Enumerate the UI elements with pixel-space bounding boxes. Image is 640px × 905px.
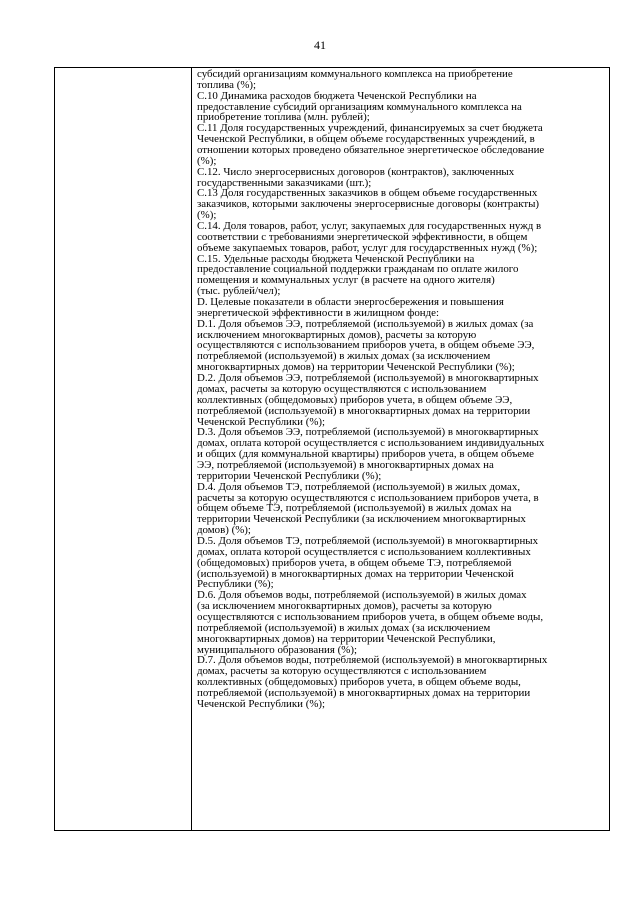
text-line: (используемой) в многоквартирных домах на территории Чеченской [197,567,514,580]
text-line: приобретение топлива (млн. рублей); [197,111,370,124]
text-line: C.15. Удельные расходы бюджета Чеченской Республики на [197,252,475,265]
text-line: расчеты за которую осуществляются с использованием приборов учета, в [197,491,539,504]
text-line: D.5. Доля объемов ТЭ, потребляемой (используемой) в многоквартирных [197,534,539,547]
text-line: C.13 Доля государственных заказчиков в общем объеме государственных [197,187,538,200]
text-line: D.1. Доля объемов ЭЭ, потребляемой (используемой) в жилых домах (за [197,317,534,330]
text-line: осуществляются с использованием приборов учета, в общем объеме ЭЭ, [197,339,535,352]
text-line: (за исключением многоквартирных домов), расчеты за которую [197,600,492,613]
text-line: коллективных (общедомовых) приборов учета, в общем объеме ЭЭ, [197,393,513,406]
text-line: территории Чеченской Республики (%); [197,469,382,482]
text-line: предоставление социальной поддержки гражданам по оплате жилого [197,263,519,276]
text-line: потребляемой (используемой) в жилых домах (за исключением [197,621,491,634]
text-line: многоквартирных домов) на территории Чеченской Республики, [197,632,496,645]
text-line: ЭЭ, потребляемой (используемой) в многоквартирных домах на [197,458,494,471]
table-left-column [55,68,192,830]
text-line: D. Целевые показатели в области энергосбережения и повышения [197,296,504,309]
text-line: домах, расчеты за которую осуществляются с использованием [197,382,487,395]
text-line: Чеченской Республики (%); [197,697,326,710]
text-line: предоставление субсидий организациям коммунального комплекса на [197,100,522,113]
text-line: C.11 Доля государственных учреждений, финансируемых за счет бюджета [197,122,543,135]
text-line: осуществляются с использованием приборов учета, в общем объеме воды, [197,610,544,623]
text-line: домах, оплата которой осуществляется с использованием коллективных [197,545,531,558]
text-line: государственными заказчиками (шт.); [197,176,372,189]
page-number: 41 [314,38,326,52]
text-line: заказчиков, которыми заключены энергосервисные договоры (контракты) [197,198,540,211]
text-line: Чеченской Республики (%); [197,415,326,428]
text-line: потребляемой (используемой) в жилых домах (за исключением [197,350,491,363]
text-line: D.4. Доля объемов ТЭ, потребляемой (используемой) в жилых домах, [197,480,521,493]
text-line: топлива (%); [197,78,257,91]
text-line: потребляемой (используемой) в многоквартирных домах на территории [197,404,531,417]
text-line: (%); [197,209,217,222]
text-line: коллективных (общедомовых) приборов учета, в общем объеме воды, [197,676,521,689]
text-line: Республики (%); [197,578,274,591]
text-line: D.7. Доля объемов воды, потребляемой (используемой) в многоквартирных [197,654,548,667]
text-line: территории Чеченской Республики (за исключением многоквартирных [197,513,526,526]
text-line: объеме закупаемых товаров, работ, услуг для государственных нужд (%); [197,241,538,254]
text-line: муниципального образования (%); [197,643,357,656]
text-line: D.2. Доля объемов ЭЭ, потребляемой (используемой) в многоквартирных [197,372,539,385]
text-line: отношении которых проведено обязательное энергетическое обследование [197,144,545,157]
text-line: домах, оплата которой осуществляется с использованием индивидуальных [197,437,545,450]
indicator-table [54,67,610,831]
text-line: домах, расчеты за которую осуществляются с использованием [197,665,487,678]
text-line: (%); [197,154,217,167]
text-line: (общедомовых) приборов учета, в общем объеме ТЭ, потребляемой [197,556,512,569]
text-line: C.12. Число энергосервисных договоров (контрактов), заключенных [197,165,515,178]
text-line: многоквартирных домов) на территории Чеченской Республики (%); [197,361,515,374]
text-line: C.14. Доля товаров, работ, услуг, закупаемых для государственных нужд в [197,220,542,233]
text-line: помещения и коммунальных услуг (в расчете на одного жителя) [197,274,495,287]
text-line: D.6. Доля объемов воды, потребляемой (используемой) в жилых домах [197,589,527,602]
text-line: домов) (%); [197,524,251,537]
text-line: исключением многоквартирных домов), расчеты за которую [197,328,477,341]
text-line: соответствии с требованиями энергетической эффективности, в общем [197,230,528,243]
text-line: потребляемой (используемой) в многоквартирных домах на территории [197,686,531,699]
text-line: D.3. Доля объемов ЭЭ, потребляемой (используемой) в многоквартирных [197,426,539,439]
text-line: Чеченской Республики, в общем объеме государственных учреждений, в [197,133,535,146]
text-line: (тыс. рублей/чел); [197,285,281,298]
text-line: субсидий организациям коммунального комплекса на приобретение [197,68,513,80]
text-line: и общих (для коммунальной квартиры) приборов учета, в общем объеме [197,448,534,461]
text-line: C.10 Динамика расходов бюджета Чеченской Республики на [197,89,477,102]
text-line: общем объеме ТЭ, потребляемой (используемой) в жилых домах на [197,502,512,515]
table-text-cell [192,68,609,830]
text-line: энергетической эффективности в жилищном фонде: [197,306,440,319]
